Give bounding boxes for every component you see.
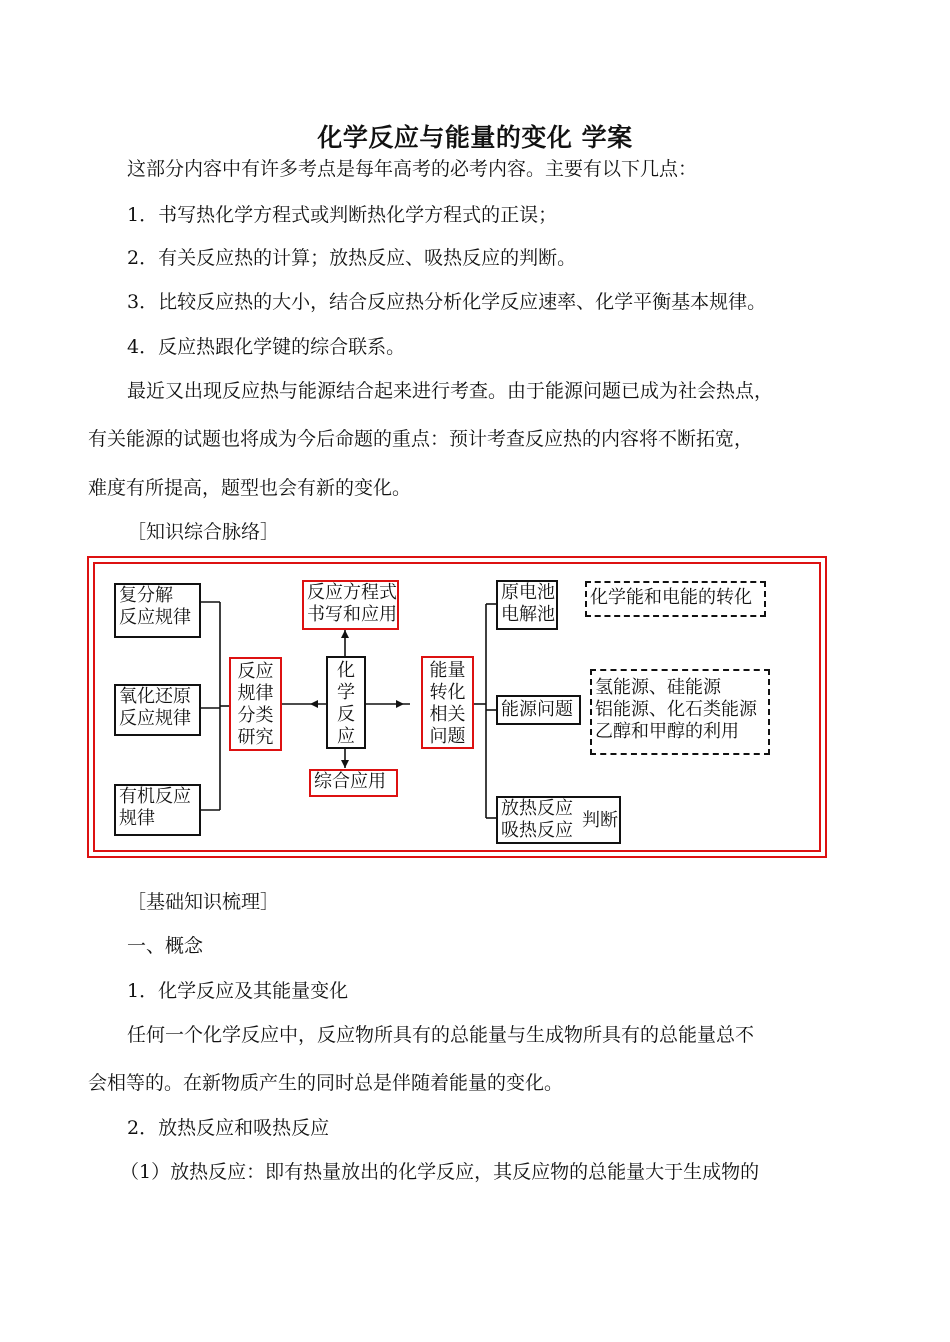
box-center-2: 学 [337, 682, 355, 703]
subheading-1: 1．化学反应及其能量变化 [127, 980, 349, 1002]
box-energy-source [496, 695, 581, 725]
subheading-2: 2．放热反应和吸热反应 [127, 1117, 330, 1139]
box-chemical-reaction [326, 656, 366, 749]
box-classify [229, 657, 282, 751]
box-heat-line2: 吸热反应 [501, 820, 573, 841]
box-metathesis-line2: 反应规律 [119, 607, 191, 628]
box-energy-3: 相关 [429, 704, 466, 725]
box-organic [114, 784, 201, 836]
section-basic-heading: ［基础知识梳理］ [127, 891, 280, 913]
recent-line-1: 最近又出现反应热与能源结合起来进行考查。由于能源问题已成为社会热点， [127, 380, 774, 402]
box-energy-2: 转化 [429, 682, 466, 703]
section-network-heading: ［知识综合脉络］ [127, 521, 280, 543]
box-cell-note [585, 581, 766, 617]
s1-line-2: 会相等的。在新物质产生的同时总是伴随着能量的变化。 [88, 1072, 564, 1094]
point-3: 3．比较反应热的大小，结合反应热分析化学反应速率、化学平衡基本规律。 [127, 291, 767, 313]
box-redox-line2: 反应规律 [119, 708, 191, 729]
box-redox-line1: 氧化还原 [119, 686, 191, 707]
box-organic-line1: 有机反应 [119, 786, 191, 807]
box-comprehensive-text: 综合应用 [314, 771, 386, 792]
box-energy [421, 656, 474, 749]
box-energy-1: 能量 [429, 660, 466, 681]
box-energy-source-note [590, 669, 770, 755]
box-heat-note: 判断 [582, 810, 618, 831]
box-metathesis [114, 583, 201, 638]
intro-text: 这部分内容中有许多考点是每年高考的必考内容。主要有以下几点： [127, 158, 698, 180]
box-cell [496, 580, 558, 630]
box-classify-1: 反应 [237, 661, 274, 682]
box-metathesis-line1: 复分解 [119, 585, 173, 606]
box-redox [114, 684, 201, 736]
box-cell-line2: 电解池 [501, 604, 555, 625]
point-4: 4．反应热跟化学键的综合联系。 [127, 336, 406, 358]
box-equation-line1: 反应方程式 [307, 582, 397, 603]
recent-line-2: 有关能源的试题也将成为今后命题的重点：预计考查反应热的内容将不断拓宽， [88, 428, 754, 450]
box-center-3: 反 [337, 704, 355, 725]
box-cell-note-text: 化学能和电能的转化 [590, 587, 752, 608]
box-cell-line1: 原电池 [501, 582, 555, 603]
box-energy-4: 问题 [429, 726, 466, 747]
box-classify-4: 研究 [237, 727, 274, 748]
source-note-2: 铝能源、化石类能源 [595, 699, 757, 720]
box-classify-2: 规律 [237, 683, 274, 704]
box-heat-line1: 放热反应 [501, 798, 573, 819]
source-note-1: 氢能源、硅能源 [595, 677, 721, 698]
box-center-4: 应 [337, 726, 355, 747]
box-heat [496, 796, 621, 844]
source-note-3: 乙醇和甲醇的利用 [595, 721, 739, 742]
box-comprehensive [309, 769, 398, 797]
s1-line-1: 任何一个化学反应中，反应物所具有的总能量与生成物所具有的总能量总不 [127, 1024, 755, 1046]
box-center-1: 化 [337, 660, 355, 681]
box-organic-line2: 规律 [119, 808, 155, 829]
point-2: 2．有关反应热的计算；放热反应、吸热反应的判断。 [127, 247, 577, 269]
box-energy-source-text: 能源问题 [501, 699, 573, 720]
box-equation [302, 580, 399, 630]
page-title: 化学反应与能量的变化 学案 [317, 123, 633, 152]
s2-line-1: （1）放热反应：即有热量放出的化学反应，其反应物的总能量大于生成物的 [120, 1161, 760, 1183]
heading-concepts: 一、概念 [127, 935, 204, 957]
recent-line-3: 难度有所提高，题型也会有新的变化。 [88, 477, 412, 499]
box-equation-line2: 书写和应用 [307, 604, 397, 625]
point-1: 1．书写热化学方程式或判断热化学方程式的正误； [127, 204, 558, 226]
box-classify-3: 分类 [237, 705, 274, 726]
